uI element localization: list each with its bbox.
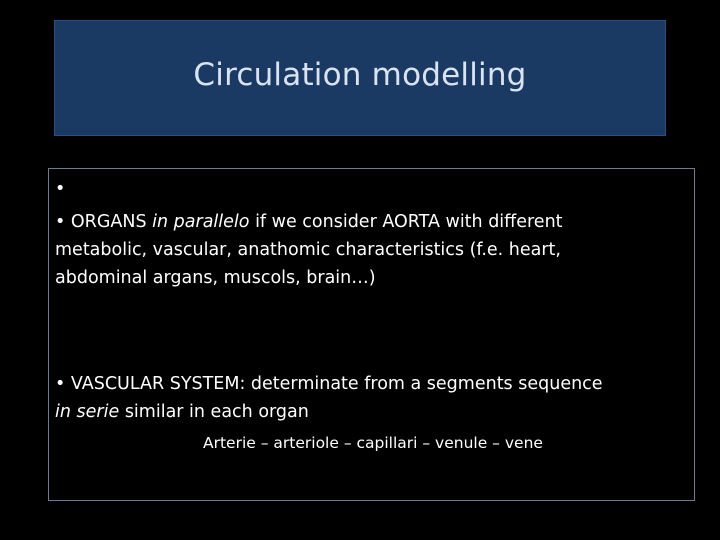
organs-bullet-line-2: metabolic, vascular, anathomic characteristics (f.e. heart,	[55, 240, 561, 260]
empty-bullet-line	[55, 175, 65, 203]
organs-emphasis: in parallelo	[152, 212, 250, 232]
organs-bullet-line-3: abdominal argans, muscols, brain…)	[55, 268, 376, 288]
organs-bullet-line-1	[55, 208, 563, 236]
vessel-sequence: Arterie – arteriole – capillari – venule – vene	[203, 434, 543, 452]
vascular-line1: VASCULAR SYSTEM: determinate from a segments sequence	[70, 374, 603, 394]
organs-line1-rest: if we consider AORTA with different	[255, 212, 563, 232]
vascular-emphasis: in serie	[55, 402, 120, 422]
title-box	[54, 20, 666, 136]
vascular-bullet-line-2	[55, 398, 309, 426]
bullet-marker: •	[55, 374, 66, 394]
vascular-bullet-line-1	[55, 370, 603, 398]
slide-title: Circulation modelling	[193, 57, 527, 93]
bullet-marker: •	[55, 212, 66, 232]
organs-label: ORGANS	[70, 212, 147, 232]
content-box	[48, 168, 695, 501]
bullet-marker: •	[55, 179, 66, 199]
vascular-line2-rest: similar in each organ	[124, 402, 309, 422]
